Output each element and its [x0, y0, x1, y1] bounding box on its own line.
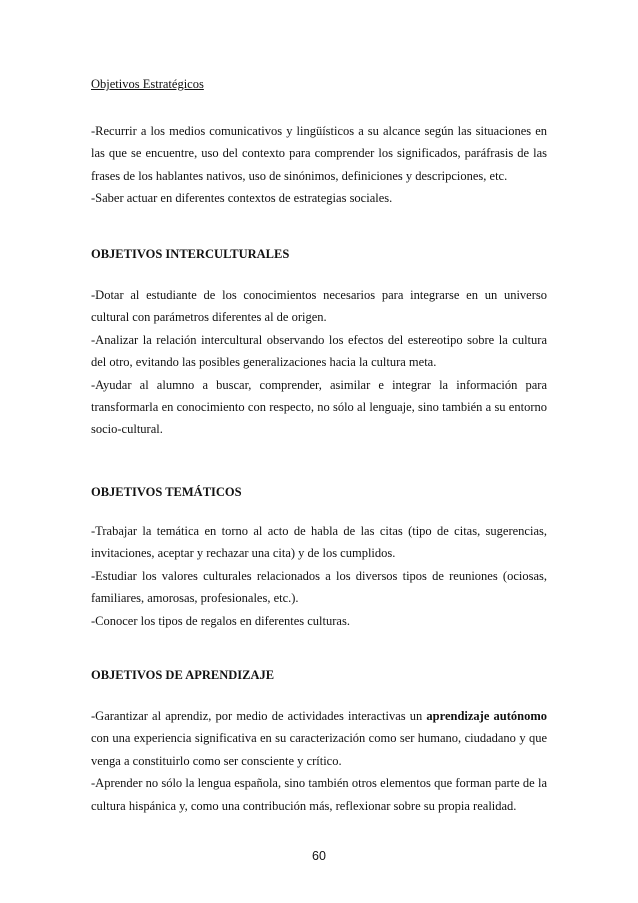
thematic-heading: OBJETIVOS TEMÁTICOS — [91, 485, 242, 499]
paragraph: -Ayudar al alumno a buscar, comprender, asimilar e integrar la información para transformarla en conocimiento con respecto, no sólo al lenguaje, sino también a su entorno socio-cultural. — [91, 377, 547, 437]
strategic-objectives — [91, 120, 547, 210]
text: -Garantizar al aprendiz, por medio de actividades interactivas un — [91, 709, 427, 723]
paragraph: -Conocer los tipos de regalos en diferentes culturas. — [91, 613, 350, 628]
paragraph: -Recurrir a los medios comunicativos y lingüísticos a su alcance según las situaciones en las que se encuentre, uso del contexto para comprender los significados, paráfrasis de las frases de los hablantes nativos, uso de sinónimos, definiciones y descripciones, etc. — [91, 124, 547, 183]
thematic-objectives — [91, 520, 547, 632]
page-number: 60 — [312, 849, 326, 863]
paragraph — [91, 705, 547, 772]
section-subtitle: Objetivos Estratégicos — [91, 77, 204, 91]
learning-heading: OBJETIVOS DE APRENDIZAJE — [91, 668, 275, 682]
paragraph: -Saber actuar en diferentes contextos de estrategias sociales. — [91, 191, 393, 206]
emphasis: aprendizaje autónomo — [426, 709, 548, 723]
paragraph: -Aprender no sólo la lengua española, sino también otros elementos que forman parte de la cultura hispánica y, como una contribución más, reflexionar sobre su propia realidad. — [91, 776, 547, 813]
intercultural-objectives — [91, 284, 547, 441]
intercultural-heading: OBJETIVOS INTERCULTURALES — [91, 247, 290, 261]
text: con una experiencia significativa en su caracterización como ser humano, ciudadano y que venga a constituirlo como ser consciente y crítico. — [91, 731, 547, 768]
learning-objectives — [91, 705, 547, 817]
paragraph: -Dotar al estudiante de los conocimientos necesarios para integrarse en un universo cultural con parámetros diferentes al de origen. — [91, 288, 547, 325]
paragraph: -Trabajar la temática en torno al acto de habla de las citas (tipo de citas, sugerencias, invitaciones, aceptar y rechazar una cita) y de los cumplidos. — [91, 524, 547, 561]
paragraph: -Analizar la relación intercultural observando los efectos del estereotipo sobre la cultura del otro, evitando las posibles generalizaciones hacia la cultura meta. — [91, 332, 547, 370]
paragraph: -Estudiar los valores culturales relacionados a los diversos tipos de reuniones (ociosas, familiares, amorosas, profesionales, etc.). — [91, 568, 547, 606]
